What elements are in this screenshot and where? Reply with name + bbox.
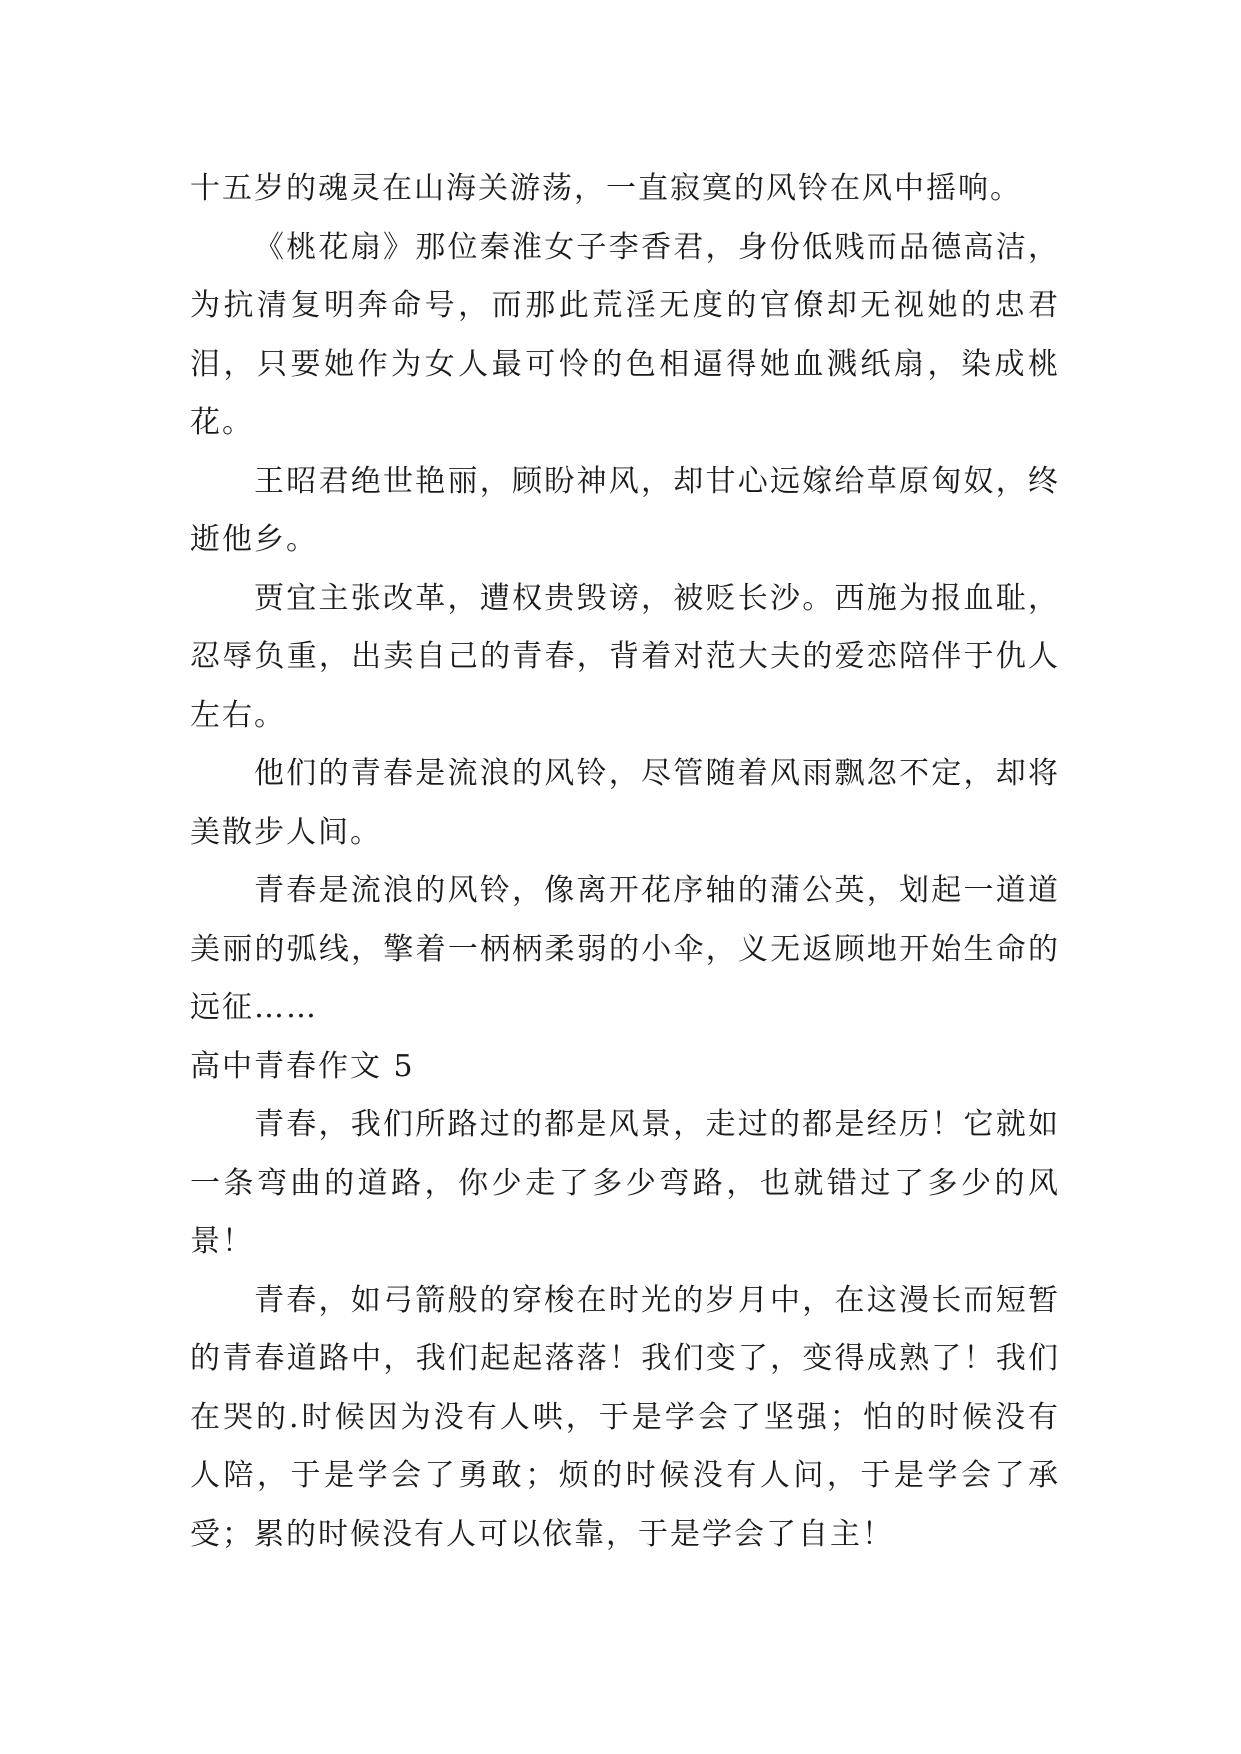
paragraph-wang-zhaojun: 王昭君绝世艳丽，顾盼神风，却甘心远嫁给草原匈奴，终逝他乡。 xyxy=(190,463,1060,557)
paragraph-youth-scenery: 青春，我们所路过的都是风景，走过的都是经历！它就如一条弯曲的道路，你少走了多少弯路，也就错过了多少的风景！ xyxy=(190,1107,1060,1259)
paragraph-wandering-windchime: 他们的青春是流浪的风铃，尽管随着风雨飘忽不定，却将美散步人间。 xyxy=(190,756,1060,850)
paragraph-dandelion: 青春是流浪的风铃，像离开花序轴的蒲公英，划起一道道美丽的弧线，擎着一柄柄柔弱的小伞，义无返顾地开始生命的远征…… xyxy=(190,873,1060,1025)
document-body xyxy=(190,160,1060,1564)
paragraph-li-xiangjun: 《桃花扇》那位秦淮女子李香君，身份低贱而品德高洁，为抗清复明奔命号，而那此荒淫无度的官僚却无视她的忠君泪，只要她作为女人最可怜的色相逼得她血溅纸扇，染成桃花。 xyxy=(190,229,1060,440)
section-heading: 高中青春作文 5 xyxy=(190,1048,415,1084)
paragraph-youth-growth: 青春，如弓箭般的穿梭在时光的岁月中，在这漫长而短暂的青春道路中，我们起起落落！我们变了，变得成熟了！我们在哭的.时候因为没有人哄，于是学会了坚强；怕的时候没有人陪，于是学会了勇敢；烦的时候没有人问，于是学会了承受；累的时候没有人可以依靠，于是学会了自主！ xyxy=(190,1282,1060,1552)
paragraph-jia-yi-xi-shi: 贾宜主张改革，遭权贵毁谤，被贬长沙。西施为报血耻，忍辱负重，出卖自己的青春，背着对范大夫的爱恋陪伴于仇人左右。 xyxy=(190,580,1060,733)
paragraph-soul-wandering: 十五岁的魂灵在山海关游荡，一直寂寞的风铃在风中摇响。 xyxy=(190,171,1022,206)
